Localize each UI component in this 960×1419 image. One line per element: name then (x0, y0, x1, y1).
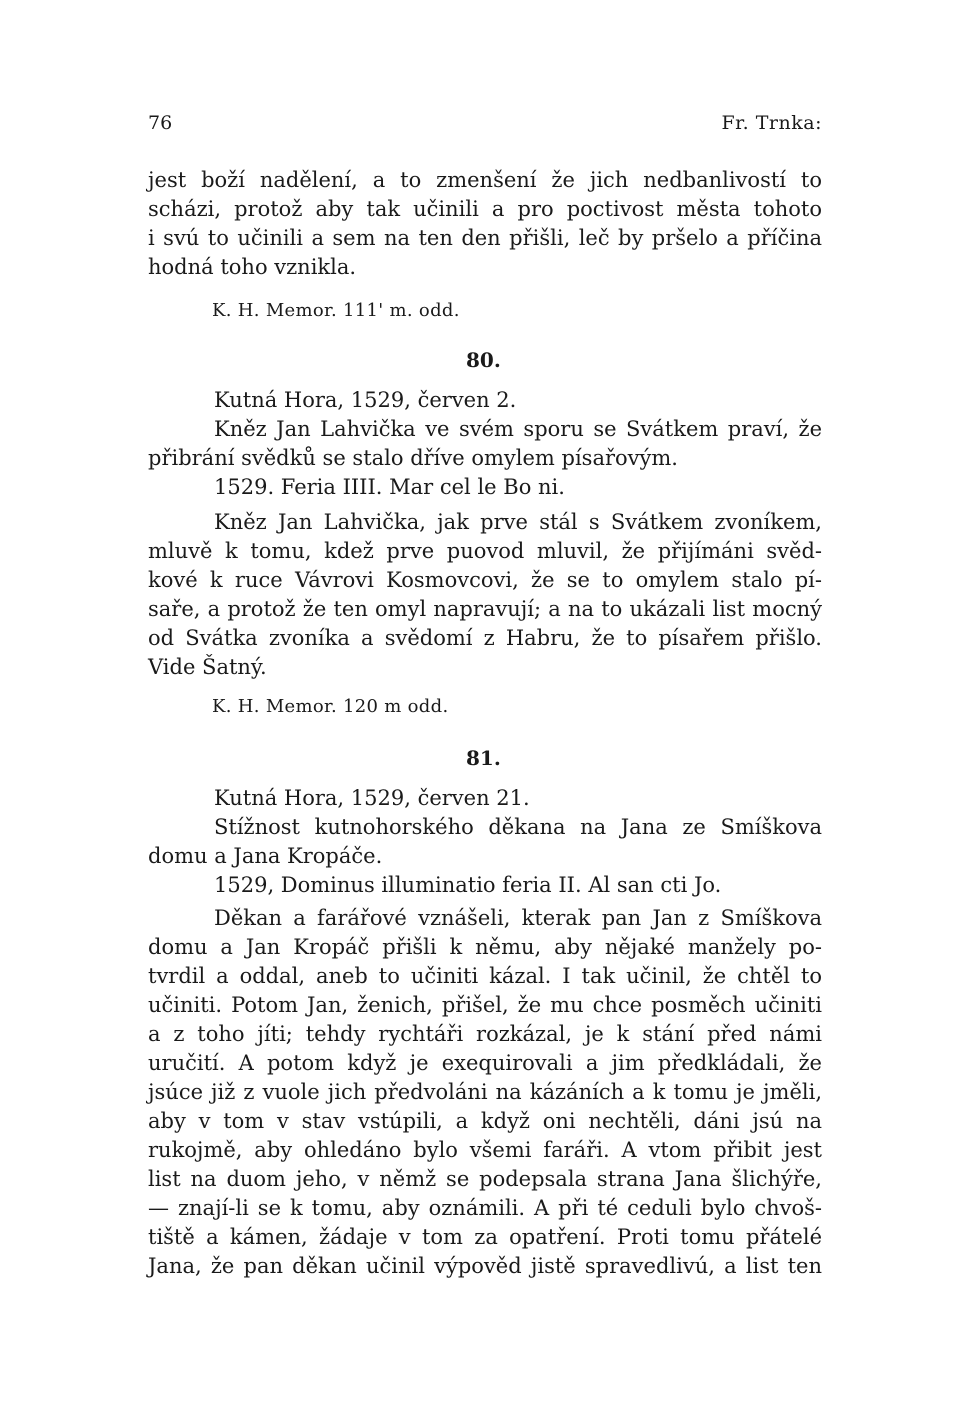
running-title: Fr. Trnka: (721, 112, 822, 134)
text-line: list na duom jeho, v němž se podepsala strana Jana šlichýře, (148, 1167, 822, 1191)
date-formula: 1529. Feria IIII. Mar cel le Bo ni. (214, 475, 565, 499)
text-line: Kněz Jan Lahvička, jak prve stál s Svátkem zvoníkem, (214, 510, 822, 534)
text-line: aby v tom v stav vstúpili, a když oni nechtěli, dáni jsú na (148, 1109, 822, 1133)
summary-line: přibrání svědků se stalo dříve omylem písařovým. (148, 446, 678, 470)
text-line: kové k ruce Vávrovi Kosmovcovi, že se to omylem stalo pí- (148, 568, 822, 592)
dateline: Kutná Hora, 1529, červen 2. (214, 388, 517, 412)
text-line: scházi, protož aby tak učinili a pro poctivost města tohoto (148, 197, 822, 221)
source-line: K. H. Memor. 120 m odd. (212, 696, 449, 717)
summary-line: domu a Jana Kropáče. (148, 844, 383, 868)
date-formula: 1529, Dominus illuminatio feria II. Al san cti Jo. (214, 873, 722, 897)
text-line: uručití. A potom když je exequirovali a jim předkládali, že (148, 1051, 822, 1075)
text-line: jsúce již z vuole jich předvoláni na kázáních a k tomu je jměli, (148, 1080, 822, 1104)
text-line: Jana, že pan děkan učinil výpověd jistě spravedlivú, a list ten (148, 1254, 822, 1278)
summary-line: Kněz Jan Lahvička ve svém sporu se Svátkem praví, že (214, 417, 822, 441)
text-line: domu a Jan Kropáč přišli k němu, aby nějaké manžely po- (148, 935, 822, 959)
entry-number: 80. (466, 348, 501, 372)
text-line: tiště a kámen, žádaje v tom za opatření. Proti tomu přátelé (148, 1225, 822, 1249)
source-line: K. H. Memor. 111' m. odd. (212, 300, 460, 321)
entry-80-header (148, 386, 822, 502)
text-line: jest boží nadělení, a to zmenšení že jich nedbanlivostí to (148, 168, 822, 192)
text-line: učiniti. Potom Jan, ženich, přišel, že mu chce posměch učiniti (148, 993, 822, 1017)
text-line: hodná toho vznikla. (148, 255, 357, 279)
source-reference (148, 692, 822, 721)
dateline: Kutná Hora, 1529, červen 21. (214, 786, 530, 810)
entry-81-header (148, 784, 822, 900)
text-line: od Svátka zvoníka a svědomí z Habru, že to písařem přišlo. (148, 626, 822, 650)
page-header (148, 112, 822, 140)
entry-number: 81. (466, 746, 501, 770)
source-reference (148, 296, 822, 325)
text-line: mluvě k tomu, kdež prve puovod mluvil, že přijímáni svěd- (148, 539, 822, 563)
entry-80-text (148, 508, 822, 682)
text-line: i svú to učinili a sem na ten den přišli, leč by pršelo a příčina (148, 226, 822, 250)
entry-81-text (148, 904, 822, 1281)
page-number: 76 (148, 112, 173, 134)
summary-line: Stížnost kutnohorského děkana na Jana ze Smíškova (214, 815, 822, 839)
text-line: — znají-li se k tomu, aby oznámili. A při té ceduli bylo chvoš- (148, 1196, 822, 1220)
text-line: Vide Šatný. (148, 655, 267, 679)
text-line: saře, a protož že ten omyl napravují; a na to ukázali list mocný (148, 597, 822, 621)
text-line: a z toho jíti; tehdy rychtáři rozkázal, je k stání před námi (148, 1022, 822, 1046)
continuation-paragraph (148, 166, 822, 282)
text-line: rukojmě, aby ohledáno bylo všemi faráři. A vtom přibit jest (148, 1138, 822, 1162)
text-line: Děkan a farářové vznášeli, kterak pan Jan z Smíškova (214, 906, 822, 930)
text-line: tvrdil a oddal, aneb to učiniti kázal. I tak učinil, že chtěl to (148, 964, 822, 988)
